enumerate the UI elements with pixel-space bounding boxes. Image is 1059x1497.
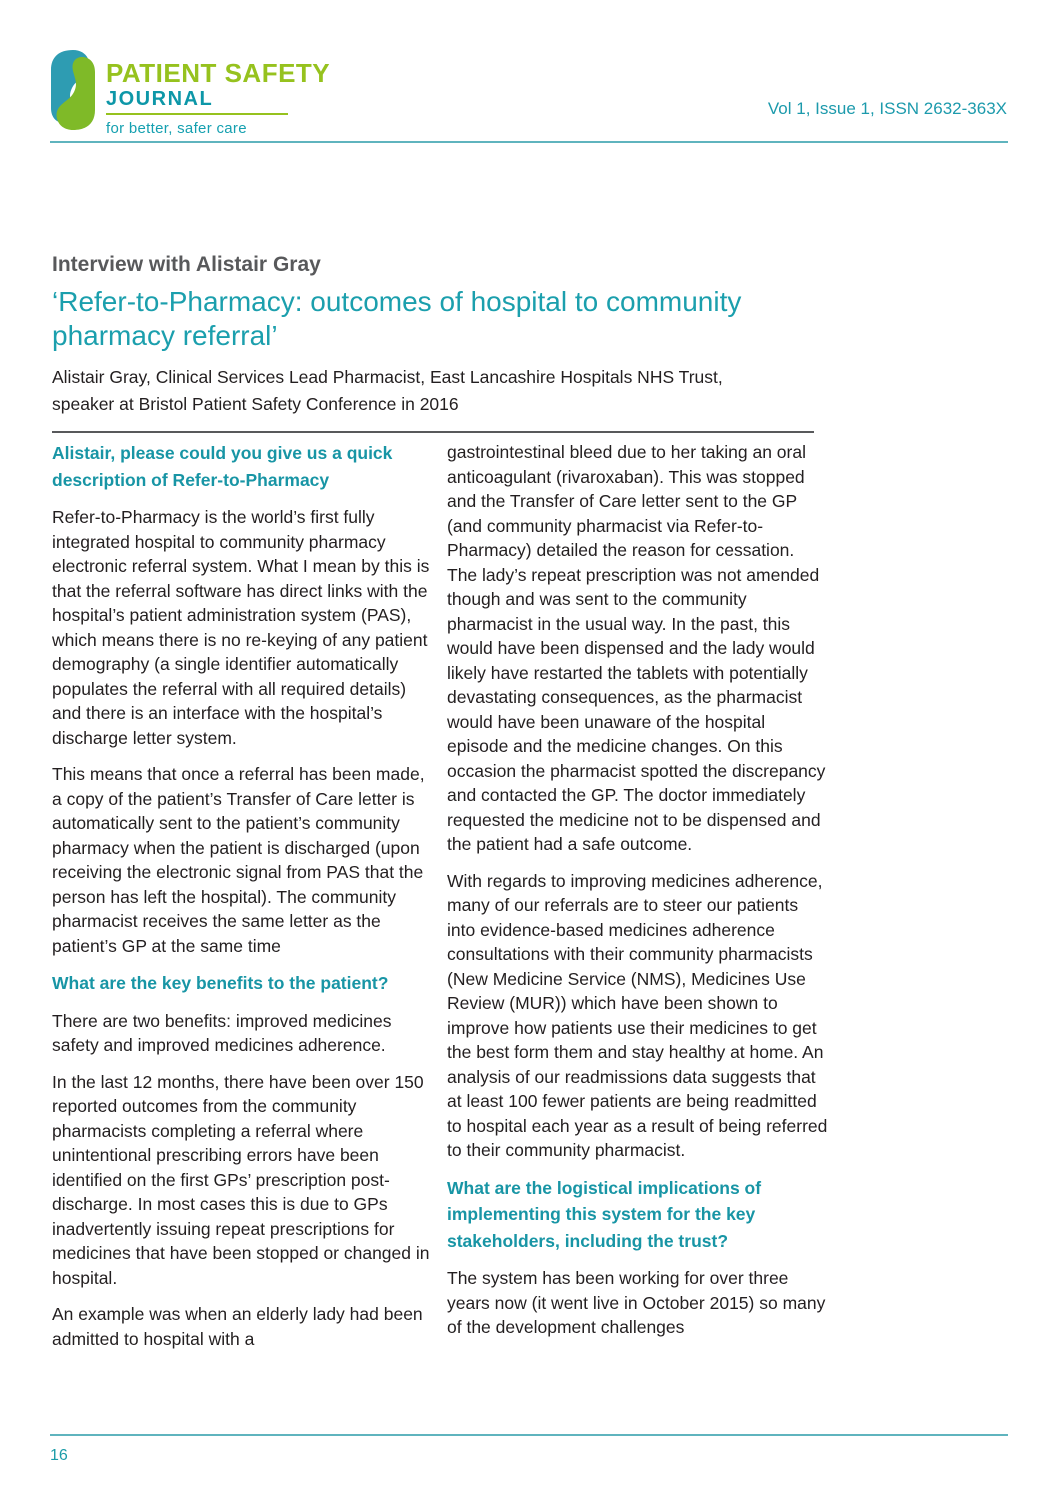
paragraph: With regards to improving medicines adherence, many of our referrals are to steer our patients into evidence-based medicines adherence consultations with their community pharmacists (New Medicine Service (NMS), Medicines Use Review (MUR)) which have been shown to improve how patients use their medicines to get the best form them and stay healthy at home. An analysis of our readmissions data suggests that at least 100 fewer patients are being readmitted to hospital each year as a result of being referred to their community pharmacist. bbox=[447, 870, 828, 1160]
logo-tagline: for better, safer care bbox=[106, 120, 247, 137]
paragraph: In the last 12 months, there have been over 150 reported outcomes from the community pharmacists completing a referral where unintentional prescribing errors have been identified on the first GPs’ prescription post-discharge. In most cases this is due to GPs inadvertently issuing repeat prescriptions for medicines that have been stopped or changed in hospital. bbox=[52, 1071, 430, 1288]
logo-subtitle: JOURNAL bbox=[106, 88, 214, 110]
journal-logo-text bbox=[106, 48, 330, 137]
paragraph: There are two benefits: improved medicines safety and improved medicines adherence. bbox=[52, 1010, 392, 1055]
article-body bbox=[52, 440, 828, 1363]
question-heading: Alistair, please could you give us a quick description of Refer-to-Pharmacy bbox=[52, 443, 393, 490]
paragraph: Refer-to-Pharmacy is the world’s first fully integrated hospital to community pharmacy electronic referral system. What I mean by this is that the referral software has direct links with the hospital’s patient administration system (PAS), which means there is no re-keying of any patient demography (a single identifier automatically populates the referral with all required details) and there is an interface with the hospital’s discharge letter system. bbox=[52, 507, 430, 748]
issue-info: Vol 1, Issue 1, ISSN 2632-363X bbox=[767, 99, 1007, 118]
article-header bbox=[52, 252, 814, 433]
byline-divider bbox=[52, 431, 814, 433]
footer-divider bbox=[50, 1434, 1008, 1436]
paragraph: An example was when an elderly lady had been admitted to hospital with a bbox=[52, 1304, 423, 1349]
header-divider bbox=[50, 141, 1008, 143]
byline-line-2: speaker at Bristol Patient Safety Conference in 2016 bbox=[52, 394, 459, 414]
paragraph: This means that once a referral has been made, a copy of the patient’s Transfer of Care letter is automatically sent to the patient’s community pharmacy when the patient is discharged (upon receiving the electronic signal from PAS that the person has left the hospital). The community pharmacist receives the same letter as the patient’s GP at the same time bbox=[52, 764, 425, 956]
question-heading: What are the key benefits to the patient? bbox=[52, 973, 389, 993]
journal-logo-mark-icon bbox=[48, 48, 98, 132]
paragraph: gastrointestinal bleed due to her taking an oral anticoagulant (rivaroxaban). This was stopped and the Transfer of Care letter sent to the GP (and community pharmacist via Refer-to-Pharmacy) detailed the reason for cessation. The lady’s repeat prescription was not amended though and was sent to the community pharmacist in the usual way. In the past, this would have been dispensed and the lady would likely have restarted the tablets with potentially devastating consequences, as the pharmacist would have been unaware of the hospital episode and the medicine changes. On this occasion the pharmacist spotted the discrepancy and contacted the GP. The doctor immediately requested the medicine not to be dispensed and the patient had a safe outcome. bbox=[447, 442, 826, 854]
article-kicker: Interview with Alistair Gray bbox=[52, 253, 321, 276]
logo-title: PATIENT SAFETY bbox=[106, 58, 331, 88]
byline-line-1: Alistair Gray, Clinical Services Lead Pharmacist, East Lancashire Hospitals NHS Trust, bbox=[52, 367, 723, 387]
logo-underline bbox=[106, 113, 288, 115]
question-heading: What are the logistical implications of implementing this system for the key stakeholders, including the trust? bbox=[447, 1177, 762, 1251]
journal-logo bbox=[48, 48, 330, 137]
right-column bbox=[447, 440, 828, 1363]
paragraph: The system has been working for over three years now (it went live in October 2015) so many of the development challenges bbox=[447, 1268, 826, 1337]
left-column bbox=[52, 440, 433, 1363]
article-title: ‘Refer-to-Pharmacy: outcomes of hospital to community pharmacy referral’ bbox=[52, 286, 742, 351]
page-number: 16 bbox=[50, 1447, 68, 1464]
article-byline bbox=[52, 364, 814, 418]
